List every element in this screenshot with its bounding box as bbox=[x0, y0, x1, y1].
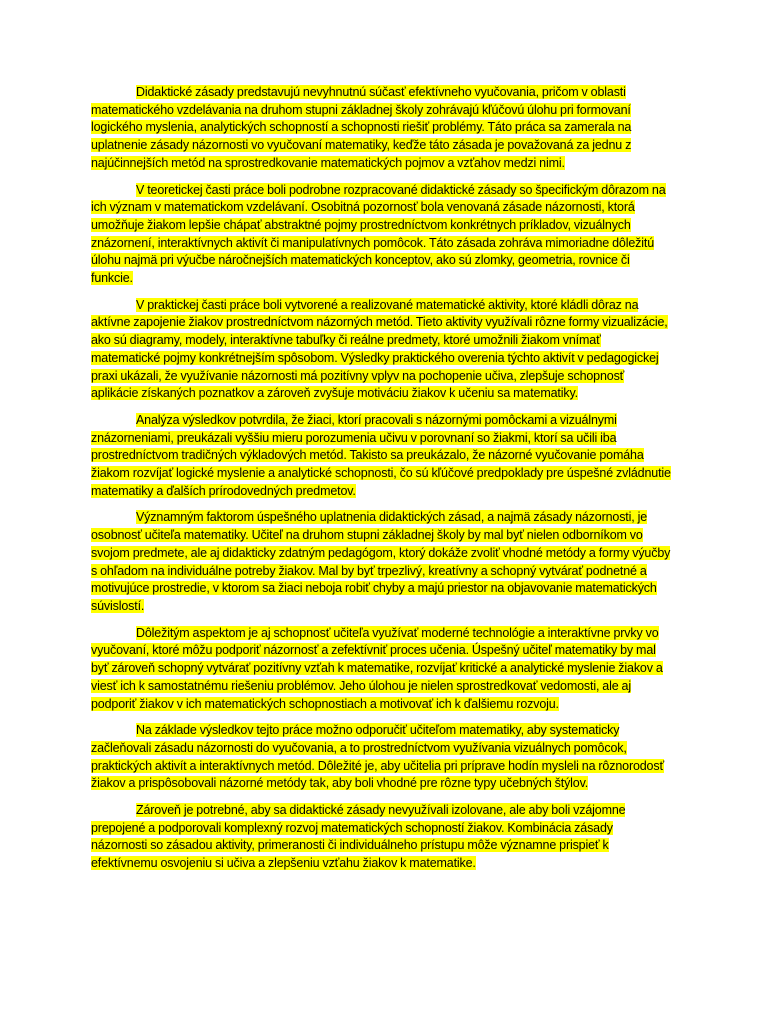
paragraph-4 bbox=[91, 412, 671, 501]
paragraph-8 bbox=[91, 802, 671, 873]
paragraph-2 bbox=[91, 182, 671, 288]
highlighted-text: Zároveň je potrebné, aby sa didaktické zásady nevyužívali izolovane, ale aby boli vzájomne prepojené a podporovali komplexný rozvoj matematických schopností žiakov. Kombinácia zásady názornosti so zásadou aktivity, primeranosti či individuálneho prístupu môže významne prispieť k efektívnemu osvojeniu si učiva a zlepšeniu vzťahu žiakov k matematike. bbox=[91, 803, 626, 871]
document-body bbox=[91, 84, 671, 882]
paragraph-6 bbox=[91, 625, 671, 714]
paragraph-5 bbox=[91, 509, 671, 615]
highlighted-text: Na základe výsledkov tejto práce možno odporučiť učiteľom matematiky, aby systematicky začleňovali zásadu názornosti do vyučovania, a to prostredníctvom využívania vizuálnych pomôcok, praktických aktivít a interaktívnych metód. Dôležité je, aby učitelia pri príprave hodín mysleli na rôznorodosť žiakov a prispôsobovali názorné metódy tak, aby boli vhodné pre rôzne typy učebných štýlov. bbox=[91, 723, 664, 791]
highlighted-text: V praktickej časti práce boli vytvorené a realizované matematické aktivity, ktoré kládli dôraz na aktívne zapojenie žiakov prostredníctvom názorných metód. Tieto aktivity využívali rôzne formy vizualizácie, ako sú diagramy, modely, interaktívne tabuľky či reálne predmety, ktoré umožnili žiakom vnímať matematické pojmy konkrétnejším spôsobom. Výsledky praktického overenia týchto aktivít v pedagogickej praxi ukázali, že využívanie názornosti má pozitívny vplyv na pochopenie učiva, zlepšuje schopnosť aplikácie získaných poznatkov a zároveň zvyšuje motiváciu žiakov k učeniu sa matematiky. bbox=[91, 297, 668, 401]
paragraph-3 bbox=[91, 297, 671, 403]
highlighted-text: Analýza výsledkov potvrdila, že žiaci, ktorí pracovali s názornými pomôckami a vizuálnymi znázorneniami, preukázali vyššiu mieru porozumenia učivu v porovnaní so žiakmi, ktorí sa učili iba prostredníctvom tradičných výkladových metód. Takisto sa preukázalo, že názorné vyučovanie pomáha žiakom rozvíjať logické myslenie a analytické schopnosti, čo sú kľúčové predpoklady pre úspešné zvládnutie matematiky a ďalších prírodovedných predmetov. bbox=[91, 412, 671, 498]
highlighted-text: Dôležitým aspektom je aj schopnosť učiteľa využívať moderné technológie a interaktívne prvky vo vyučovaní, ktoré môžu podporiť názornosť a zefektívniť proces učenia. Úspešný učiteľ matematiky by mal byť zároveň schopný vytvárať pozitívny vzťah k matematike, rozvíjať kritické a analytické myslenie žiakov a viesť ich k samostatnému riešeniu problémov. Jeho úlohou je nielen sprostredkovať vedomosti, ale aj podporiť žiakov v ich matematických schopnostiach a motivovať ich k ďalšiemu rozvoju. bbox=[91, 625, 663, 711]
highlighted-text: V teoretickej časti práce boli podrobne rozpracované didaktické zásady so špecifickým dôrazom na ich význam v matematickom vzdelávaní. Osobitná pozornosť bola venovaná zásade názornosti, ktorá umožňuje žiakom lepšie chápať abstraktné pojmy prostredníctvom konkrétnych príkladov, vizuálnych znázornení, interaktívnych aktivít či manipulatívnych pomôcok. Táto zásada zohráva mimoriadne dôležitú úlohu najmä pri výučbe náročnejších matematických konceptov, ako sú zlomky, geometria, rovnice či funkcie. bbox=[91, 182, 666, 286]
paragraph-7 bbox=[91, 722, 671, 793]
highlighted-text: Didaktické zásady predstavujú nevyhnutnú súčasť efektívneho vyučovania, pričom v oblasti matematického vzdelávania na druhom stupni základnej školy zohrávajú kľúčovú úlohu pri formovaní logického myslenia, analytických schopností a schopnosti riešiť problémy. Táto práca sa zamerala na uplatnenie zásady názornosti vo vyučovaní matematiky, keďže táto zásada je považovaná za jednu z najúčinnejších metód na sprostredkovanie matematických pojmov a vzťahov medzi nimi. bbox=[91, 85, 632, 170]
paragraph-1 bbox=[91, 84, 671, 173]
highlighted-text: Významným faktorom úspešného uplatnenia didaktických zásad, a najmä zásady názornosti, je osobnosť učiteľa matematiky. Učiteľ na druhom stupni základnej školy by mal byť nielen odborníkom vo svojom predmete, ale aj didakticky zdatným pedagógom, ktorý dokáže zvoliť vhodné metódy a formy výučby s ohľadom na individuálne potreby žiakov. Mal by byť trpezlivý, kreatívny a schopný vytvárať podnetné a motivujúce prostredie, v ktorom sa žiaci neboja robiť chyby a majú priestor na objavovanie matematických súvislostí. bbox=[91, 510, 671, 613]
